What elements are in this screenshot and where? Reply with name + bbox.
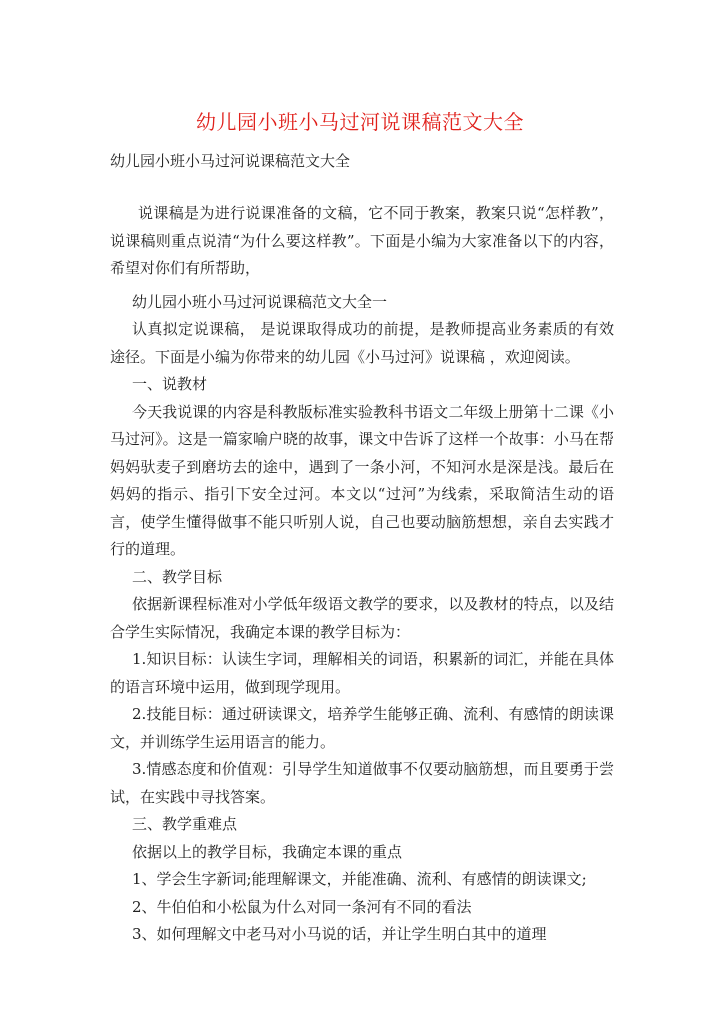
list-item: 1、学会生字新词;能理解课文，并能准确、流利、有感情的朗读课文; <box>132 870 587 888</box>
section-heading: 三、教学重难点 <box>132 815 238 833</box>
section-heading: 幼儿园小班小马过河说课稿范文大全一 <box>132 292 388 311</box>
section-heading: 一、说教材 <box>132 375 208 393</box>
section-heading: 二、教学目标 <box>132 567 223 586</box>
document-subtitle: 幼儿园小班小马过河说课稿范文大全 <box>110 152 351 170</box>
body-paragraph: 认真拟定说课稿， 是说课取得成功的前提，是教师提高业务素质的有效途径。下面是小编为你带来的幼儿园《小马过河》说课稿 ，欢迎阅读。 <box>110 320 614 366</box>
list-item: 1.知识目标：认读生字词，理解相关的词语，积累新的词汇，并能在具体的语言环境中运用，做到现学现用。 <box>110 650 614 696</box>
body-paragraph: 依据新课程标准对小学低年级语文教学的要求，以及教材的特点，以及结合学生实际情况，我确定本课的教学目标为： <box>110 595 614 641</box>
list-item: 2、牛伯伯和小松鼠为什么对同一条河有不同的看法 <box>132 897 472 916</box>
intro-paragraph: 说课稿是为进行说课准备的文稿，它不同于教案，教案只说“怎样教”，说课稿则重点说清“为什么要这样教”。下面是小编为大家准备以下的内容，希望对你们有所帮助， <box>110 204 614 277</box>
document-body <box>110 200 614 949</box>
list-item: 3.情感态度和价值观：引导学生知道做事不仅要动脑筋想，而且要勇于尝试，在实践中寻找答案。 <box>110 760 614 806</box>
body-paragraph: 依据以上的教学目标，我确定本课的重点 <box>132 842 403 861</box>
list-item: 2.技能目标：通过研读课文，培养学生能够正确、流利、有感情的朗读课文，并训练学生运用语言的能力。 <box>110 705 614 751</box>
list-item: 3、如何理解文中老马对小马说的话，并让学生明白其中的道理 <box>132 925 547 943</box>
body-paragraph: 今天我说课的内容是科教版标准实验教科书语文二年级上册第十二课《小马过河》。这是一篇家喻户晓的故事，课文中告诉了这样一个故事：小马在帮妈妈驮麦子到磨坊去的途中，遇到了一条小河，不知河水是深是浅。最后在妈妈的指示、指引下安全过河。本文以“过河”为线索，采取简洁生动的语言，使学生懂得做事不能只听别人说，自己也要动脑筋想想，亲自去实践才行的道理。 <box>110 402 614 558</box>
document-title: 幼儿园小班小马过河说课稿范文大全 <box>196 110 524 134</box>
